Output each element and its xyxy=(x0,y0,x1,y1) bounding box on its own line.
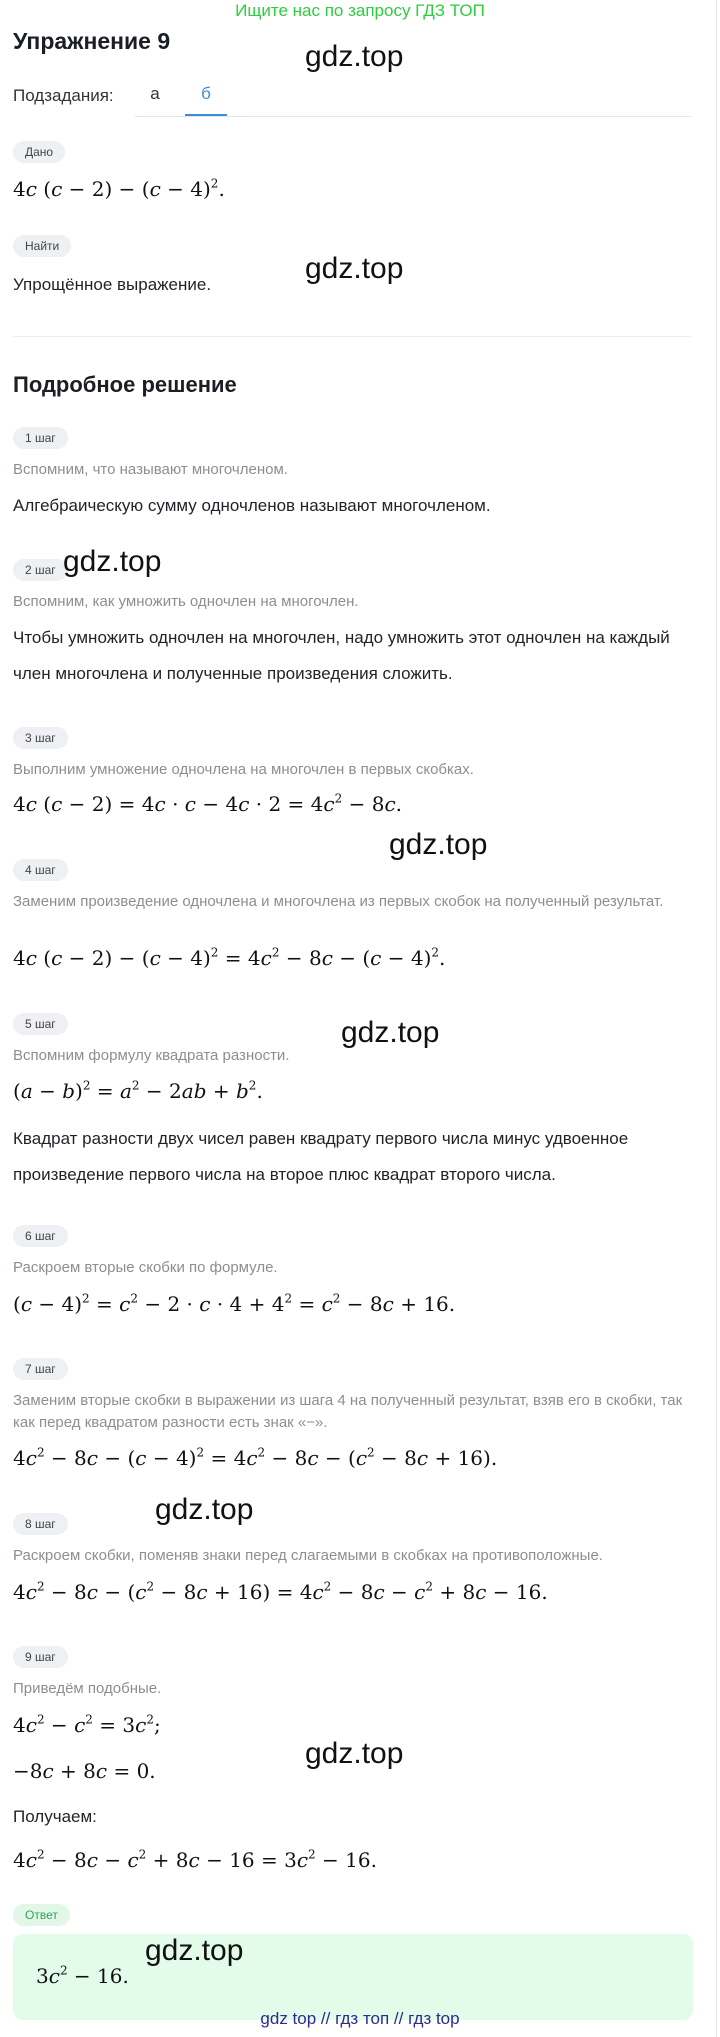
step-hint: Заменим произведение одночлена и многочлена из первых скобок на полученный результат. xyxy=(13,893,664,910)
answer-badge: Ответ xyxy=(13,1904,70,1926)
step-math: $(a - b)^2 = a^2 - 2ab + b^2$. xyxy=(13,1078,263,1103)
watermark: gdz.top xyxy=(305,252,404,285)
step-hint: Раскроем скобки, поменяв знаки перед слагаемыми в скобках на противоположные. xyxy=(13,1547,603,1564)
find-text: Упрощённое выражение. xyxy=(13,275,212,294)
step-badge: 3 шаг xyxy=(13,727,68,749)
step-badge: 8 шаг xyxy=(13,1513,68,1535)
find-badge: Найти xyxy=(13,235,71,257)
watermark: gdz.top xyxy=(389,828,488,861)
step-hint: Вспомним, как умножить одночлен на многочлен. xyxy=(13,593,359,610)
watermark: gdz.top xyxy=(341,1016,440,1049)
step-text: Алгебраическую сумму одночленов называют многочленом. xyxy=(13,496,491,515)
solution-title: Подробное решение xyxy=(13,372,237,397)
step-hint: Заменим вторые скобки в выражении из шага 4 на полученный результат, взяв его в скобки, так как перед квадратом разности есть знак «−». xyxy=(13,1392,683,1431)
step-hint: Выполним умножение одночлена на многочлен в первых скобках. xyxy=(13,761,474,778)
watermark: gdz.top xyxy=(305,1737,404,1770)
step-text: Чтобы умножить одночлен на многочлен, надо умножить этот одночлен на каждый член многочлена и полученные произведения сложить. xyxy=(13,628,670,683)
step-text: Квадрат разности двух чисел равен квадрату первого числа минус удвоенное произведение первого числа на второе плюс квадрат второго числа. xyxy=(13,1129,629,1184)
step-hint: Раскроем вторые скобки по формуле. xyxy=(13,1259,278,1276)
watermark: gdz.top xyxy=(305,40,404,73)
divider xyxy=(13,336,691,337)
step-hint: Вспомним формулу квадрата разности. xyxy=(13,1047,290,1064)
step-hint: Вспомним, что называют многочленом. xyxy=(13,461,288,478)
footer-links[interactable]: gdz top // гдз топ // гдз top xyxy=(260,2009,460,2028)
page-title: Упражнение 9 xyxy=(13,28,171,54)
step-math: 4c $(c - 2) - (c - 4)^2 = 4c^2 - 8c - (c - 4)^2$. xyxy=(13,945,446,970)
step-math: $4c^2 - 8c - (c - 4)^2 = 4c^2 - 8c - (c^2 - 8c + 16)$. xyxy=(13,1445,498,1470)
given-badge: Дано xyxy=(13,141,65,163)
result-label: Получаем: xyxy=(13,1807,97,1826)
step-math: 4c $(c - 2) = 4c \cdot c - 4c \cdot 2 = 4c^2 - 8c$. xyxy=(13,791,403,816)
watermark: gdz.top xyxy=(145,1934,244,1967)
search-banner[interactable]: Ищите нас по запросу ГДЗ ТОП xyxy=(235,1,485,20)
step-math: $(c - 4)^2 = c^2 - 2 \cdot c \cdot 4 + 4^2 = c^2 - 8c + 16$. xyxy=(13,1291,456,1316)
step-badge: 1 шаг xyxy=(13,427,68,449)
step-badge: 5 шаг xyxy=(13,1013,68,1035)
given-expression: 4c $(c - 2) - (c - 4)^2$. xyxy=(13,176,225,201)
scroll-edge xyxy=(716,0,717,2037)
answer-math: $3c^2 - 16$. xyxy=(36,1963,129,1988)
active-tab-indicator xyxy=(185,114,227,116)
step-badge: 9 шаг xyxy=(13,1646,68,1668)
step-badge: 7 шаг xyxy=(13,1358,68,1380)
watermark: gdz.top xyxy=(63,545,162,578)
subtasks-tabs xyxy=(135,76,691,117)
step-badge: 2 шаг xyxy=(13,559,68,581)
step-badge: 6 шаг xyxy=(13,1225,68,1247)
subtasks-label: Подзадания: xyxy=(13,86,114,105)
step-math: −8c + 8c = 0. xyxy=(13,1759,156,1783)
tab-a[interactable]: а xyxy=(150,84,160,103)
step-math: $4c^2 - c^2 = 3c^2$; xyxy=(13,1712,161,1737)
step-badge: 4 шаг xyxy=(13,859,68,881)
step-math: $4c^2 - 8c - c^2 + 8c - 16 = 3c^2 - 16$. xyxy=(13,1847,377,1872)
step-hint: Приведём подобные. xyxy=(13,1680,162,1697)
watermark: gdz.top xyxy=(155,1493,254,1526)
step-math: $4c^2 - 8c - (c^2 - 8c + 16) = 4c^2 - 8c - c^2 + 8c - 16$. xyxy=(13,1579,548,1604)
tab-b[interactable]: б xyxy=(201,84,211,103)
